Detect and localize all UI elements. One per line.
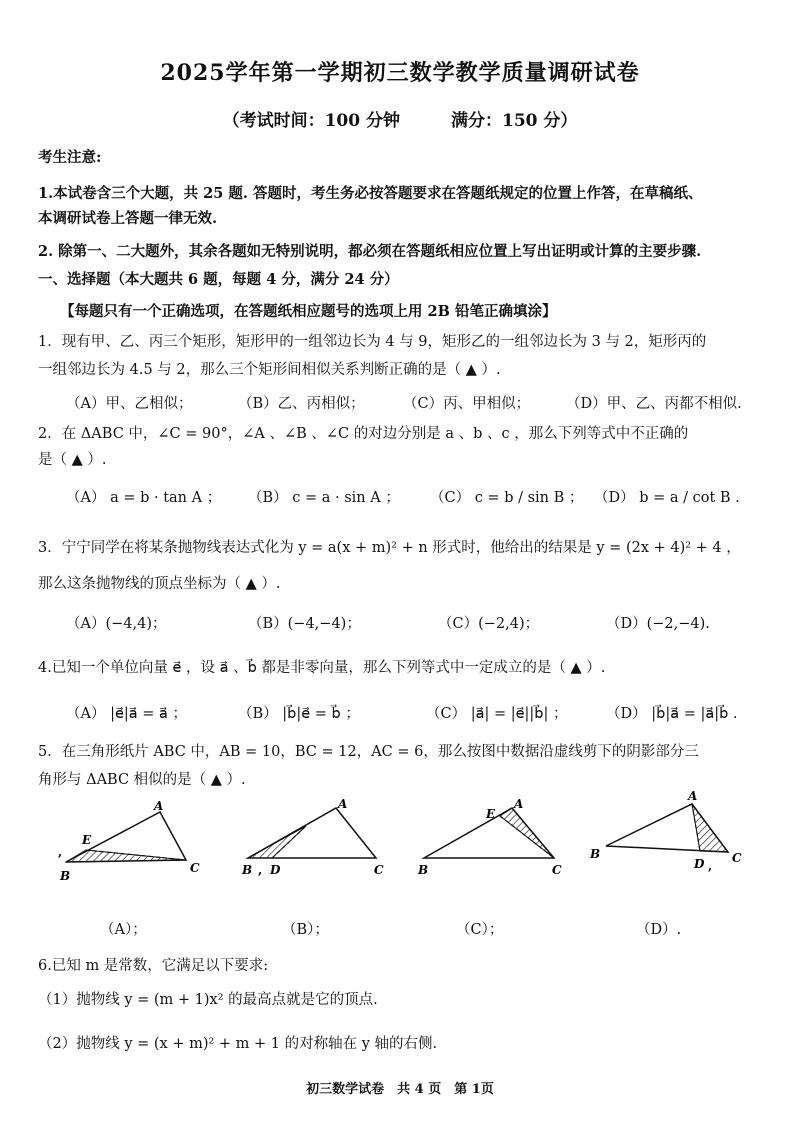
q4-option-c: （C） |a⃗| = |e⃗||b⃗| ；	[426, 706, 568, 722]
q5-caption-d: （D）.	[636, 922, 682, 938]
label-a: A	[338, 797, 348, 811]
q5-caption-c: （C）；	[456, 922, 504, 938]
notice-item1-line1: 1.本试卷含三个大题，共 25 题. 答题时，考生务必按答题要求在答题纸规定的位置上作答，在草稿纸、	[38, 185, 703, 202]
q5-figure-d	[588, 788, 758, 878]
shaded-triangle-c	[500, 808, 554, 858]
notice-item1-line2: 本调研试卷上答题一律无效.	[38, 210, 218, 227]
q2-option-c: （C） c = b / sin B ；	[430, 490, 584, 506]
q3-option-a: （A）(−4,4)；	[66, 616, 167, 632]
label-c: C	[552, 863, 562, 877]
q1-line1: 1．现有甲、乙、丙三个矩形，矩形甲的一组邻边长为 4 与 9，矩形乙的一组邻边长为 3 与 2，矩形丙的	[38, 334, 707, 350]
notice-heading: 考生注意:	[38, 149, 102, 166]
q3-option-c: （C）(−2,4)；	[438, 616, 540, 632]
label-c: C	[732, 851, 742, 865]
q5-figure-c	[414, 796, 584, 886]
exam-subtitle: （考试时间：100 分钟 满分：150 分）	[222, 111, 578, 131]
shaded-triangle-d	[692, 804, 728, 852]
label-b: B	[60, 869, 71, 883]
label-c: C	[190, 861, 200, 875]
q5-line1: 5．在三角形纸片 ABC 中，AB = 10，BC = 12，AC = 6，那么按图中数据沿虚线剪下的阴影部分三	[38, 744, 699, 760]
q3-option-b: （B）(−4,−4)；	[248, 616, 361, 632]
q6-line3: （2）抛物线 y = (x + m)² + m + 1 的对称轴在 y 轴的右侧.	[38, 1036, 438, 1052]
label-c: C	[374, 863, 384, 877]
q2-option-b: （B） c = a · sin A ；	[248, 490, 400, 506]
shaded-triangle-a	[66, 850, 186, 862]
label-e: E	[82, 833, 92, 847]
q5-caption-b: （B）；	[282, 922, 329, 938]
notice-item2: 2. 除第一、二大题外，其余各题如无特别说明，都必须在答题纸相应位置上写出证明或计算的主要步骤.	[38, 243, 702, 260]
q3-option-d: （D）(−2,−4).	[606, 616, 710, 632]
section1-instruction: 【每题只有一个正确选项，在答题纸相应题号的选项上用 2B 铅笔正确填涂】	[60, 303, 557, 320]
q5-caption-a: （A）；	[100, 922, 147, 938]
q4-option-a: （A） |e⃗|a⃗ = a⃗ ；	[66, 706, 188, 722]
q1-option-d: （D）甲、乙、丙都不相似.	[566, 396, 742, 412]
q1-line2: 一组邻边长为 4.5 与 2，那么三个矩形间相似关系判断正确的是（ ▲ ）.	[38, 362, 501, 378]
label-comma: ,	[708, 859, 713, 873]
q3-line1: 3．宁宁同学在将某条抛物线表达式化为 y = a(x + m)² + n 形式时，他给出的结果是 y = (2x + 4)² + 4 ，	[38, 540, 741, 556]
q4-option-d: （D） |b⃗|a⃗ = |a⃗|b⃗ .	[606, 706, 738, 722]
q2-line1: 2．在 ΔABC 中，∠C = 90°，∠A 、∠B 、∠C 的对边分别是 a 、b 、c ，那么下列等式中不正确的	[38, 426, 689, 442]
shaded-triangle-b	[248, 826, 306, 858]
label-b: B	[590, 847, 601, 861]
section1-heading: 一、选择题（本大题共 6 题，每题 4 分，满分 24 分）	[38, 271, 399, 288]
label-b: B	[418, 863, 429, 877]
label-b: B	[242, 863, 253, 877]
label-a: A	[688, 789, 698, 803]
q2-option-a: （A） a = b · tan A ；	[66, 490, 222, 506]
q1-option-c: （C）丙、甲相似；	[403, 396, 531, 412]
q1-option-a: （A）甲、乙相似；	[66, 396, 193, 412]
q4-line1: 4.已知一个单位向量 e⃗ ，设 a⃗ 、b⃗ 都是非零向量，那么下列等式中一定成立的是（ ▲ ）.	[38, 660, 606, 676]
q2-line2: 是（ ▲ ）.	[38, 452, 107, 468]
label-comma: ,	[258, 863, 263, 877]
label-a: A	[154, 799, 164, 813]
q3-line2: 那么这条抛物线的顶点坐标为（ ▲ ）.	[38, 576, 281, 592]
label-e: E	[486, 807, 496, 821]
label-d: D	[270, 863, 281, 877]
q4-option-b: （B） |b⃗|e⃗ = b⃗ ；	[238, 706, 360, 722]
q6-line1: 6.已知 m 是常数，它满足以下要求:	[38, 958, 269, 974]
q6-line2: （1）抛物线 y = (m + 1)x² 的最高点就是它的顶点.	[38, 992, 378, 1008]
label-a: A	[514, 797, 524, 811]
label-d: D	[694, 857, 705, 871]
page-footer: 初三数学试卷 共 4 页 第 1页	[306, 1082, 494, 1097]
q5-line2: 角形与 ΔABC 相似的是（ ▲ ）.	[38, 772, 246, 788]
q2-option-d: （D） b = a / cot B .	[594, 490, 740, 506]
label-comma: ,	[58, 845, 63, 859]
exam-title: 2025学年第一学期初三数学教学质量调研试卷	[160, 60, 640, 86]
q5-figure-b	[236, 796, 406, 886]
q5-figure-a	[52, 796, 222, 886]
q1-option-b: （B）乙、丙相似；	[238, 396, 365, 412]
